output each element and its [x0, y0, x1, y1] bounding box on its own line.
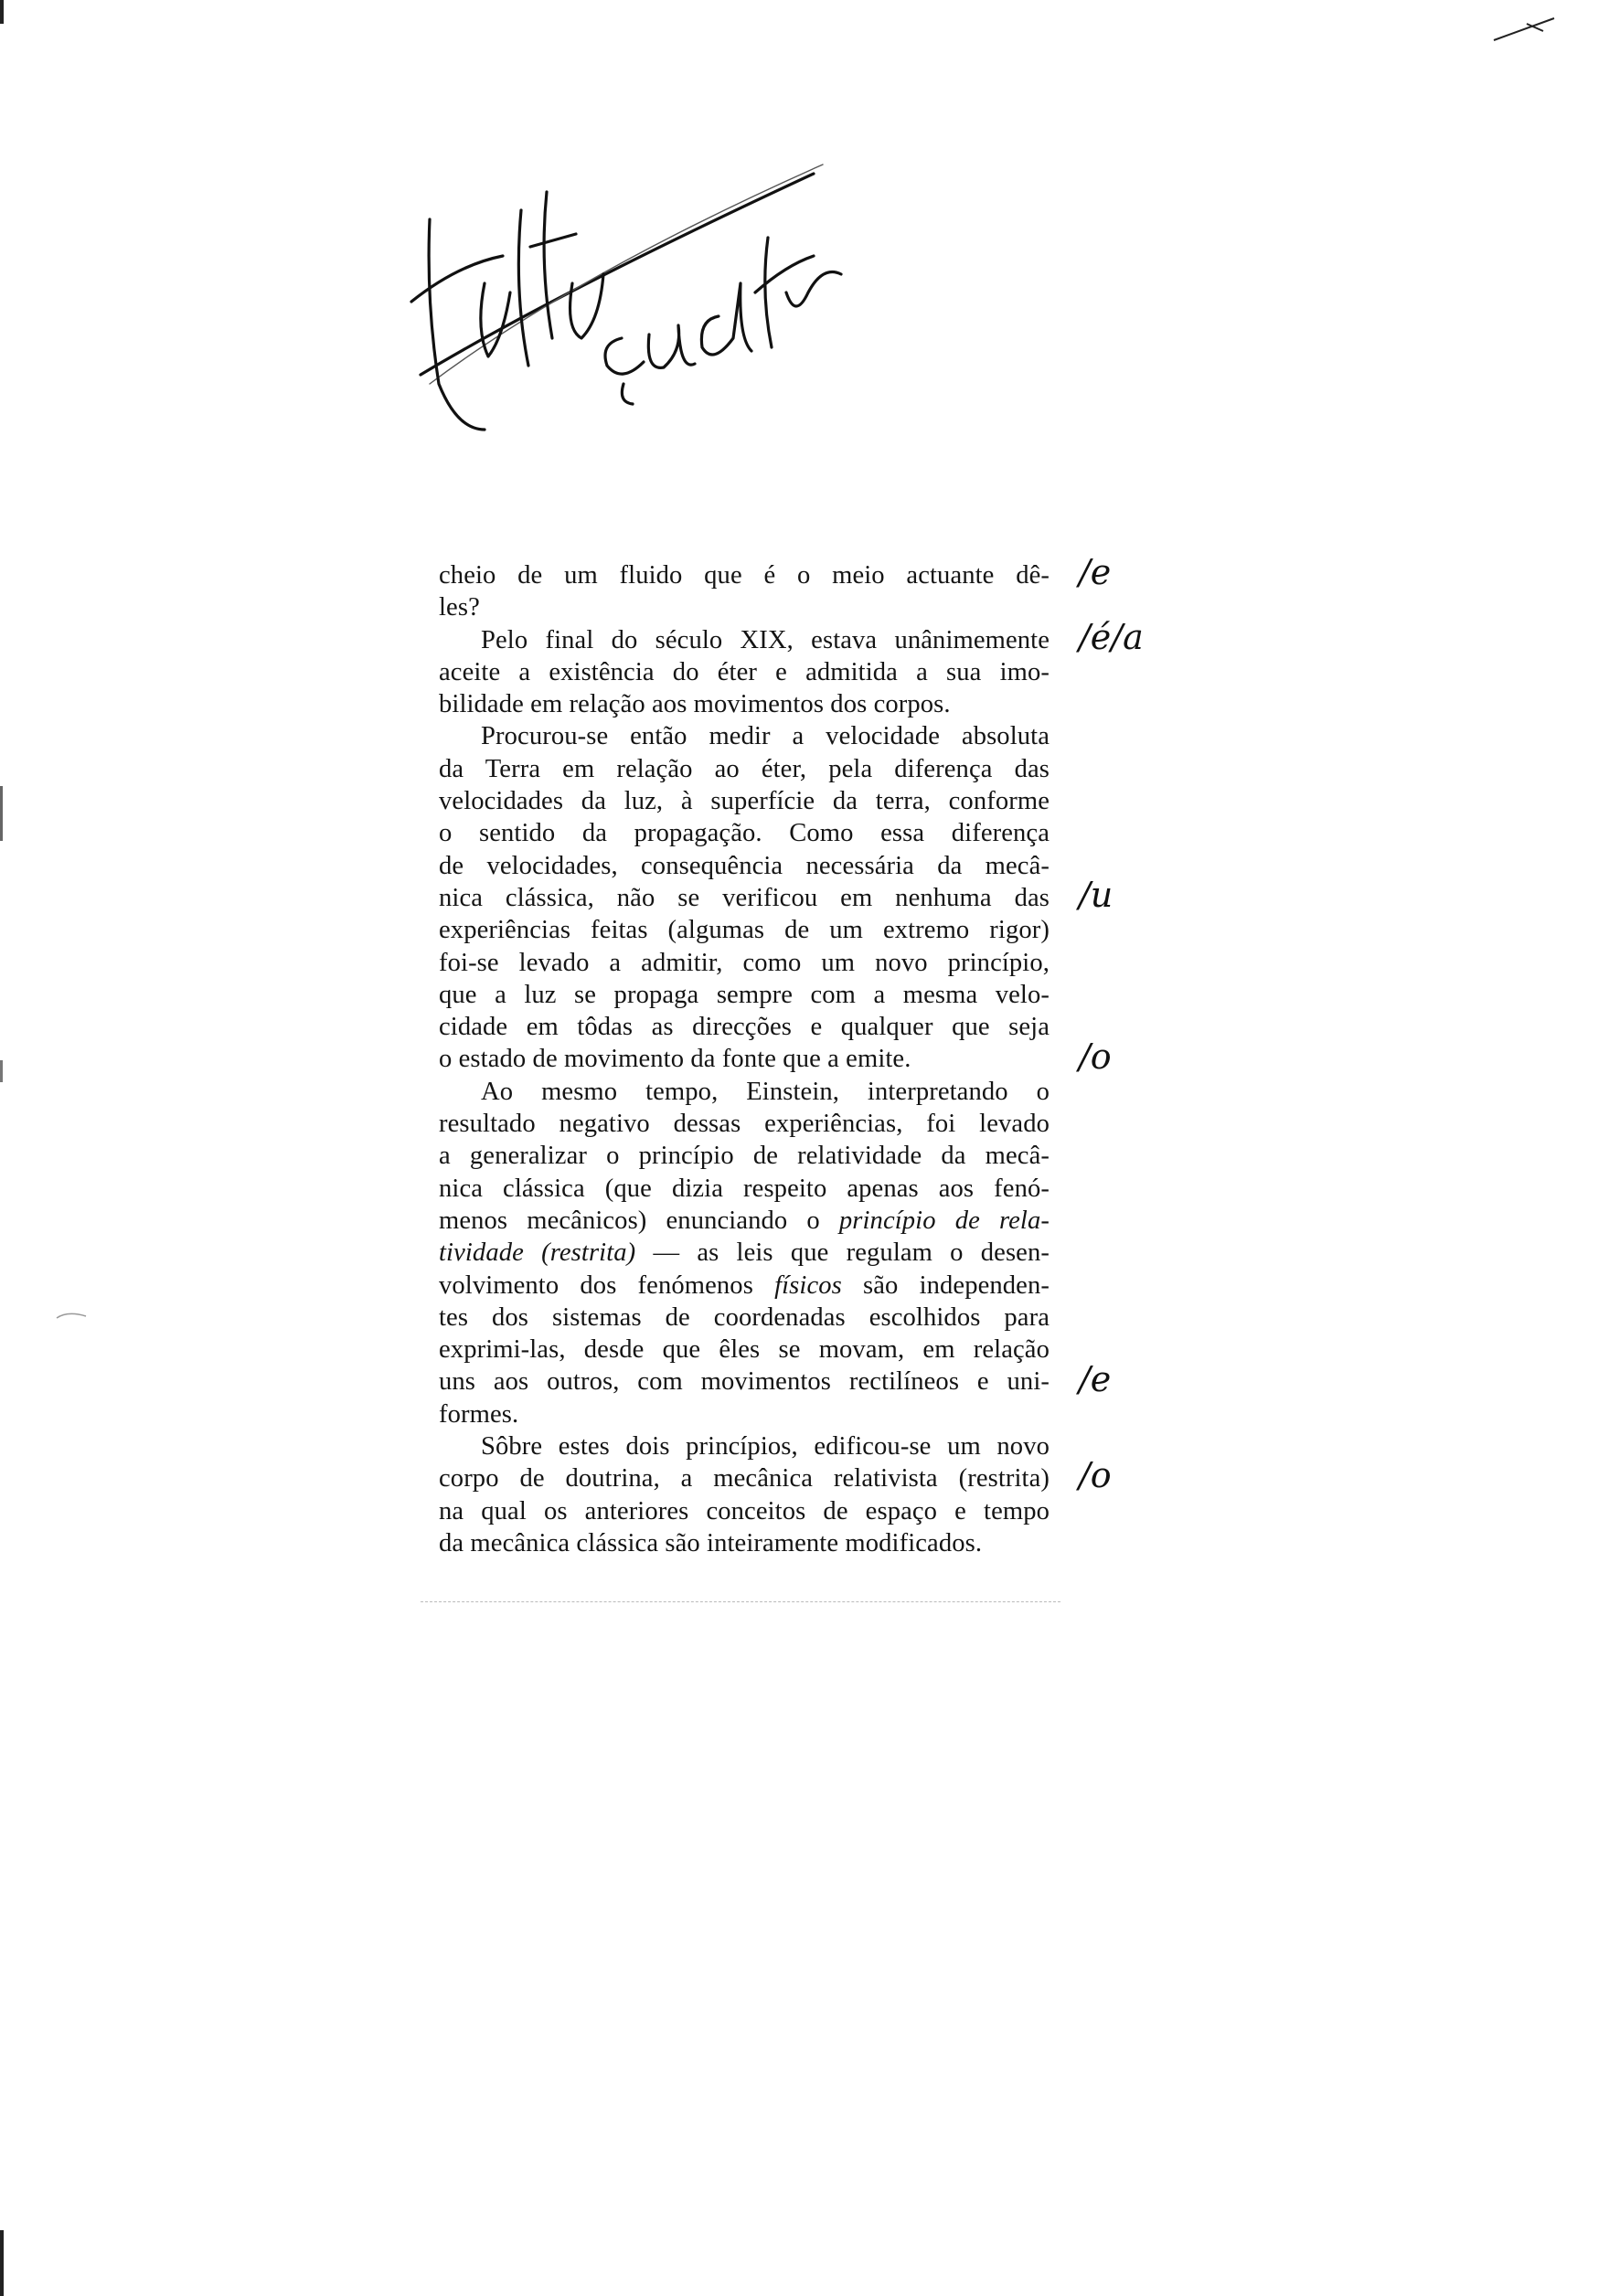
handwritten-note-scrawl — [393, 155, 868, 448]
paragraph — [439, 1430, 1050, 1559]
text-line: cidade em tôdas as direcções e qualquer que seja — [439, 1013, 1050, 1042]
page-bottom-rule — [421, 1601, 1060, 1602]
text-line: nica clássica (que dizia respeito apenas aos fenó- — [439, 1174, 1050, 1203]
text-line: Ao mesmo tempo, Einstein, interpretando o — [481, 1077, 1050, 1106]
text-line: o estado de movimento da fonte que a emite. — [439, 1045, 911, 1074]
text-line: cheio de um fluido que é o meio actuante dê- — [439, 561, 1050, 590]
margin-correction: /e — [1079, 552, 1112, 592]
italic-term: princípio de rela- — [838, 1206, 1050, 1235]
text-line: o sentido da propagação. Como essa diferença — [439, 819, 1050, 848]
text-line: Procurou-se então medir a velocidade absoluta — [481, 722, 1050, 751]
text-line: menos mecânicos) enunciando o princípio de rela- — [439, 1206, 1050, 1235]
paragraph — [439, 1076, 1050, 1430]
text-line: corpo de doutrina, a mecânica relativista (restrita) — [439, 1464, 1050, 1493]
text-line: les? — [439, 593, 480, 622]
margin-correction: /o — [1079, 1455, 1112, 1496]
text-line: resultado negativo dessas experiências, foi levado — [439, 1110, 1050, 1139]
text-line: aceite a existência do éter e admitida a sua imo- — [439, 657, 1050, 686]
text-line: da mecânica clássica são inteiramente modificados. — [439, 1528, 983, 1557]
text-line: tividade (restrita) — as leis que regulam o desen- — [439, 1238, 1050, 1268]
paragraph — [439, 720, 1050, 1075]
text-line: bilidade em relação aos movimentos dos corpos. — [439, 690, 951, 719]
text-line: Pelo final do século XIX, estava unânimemente — [481, 625, 1050, 654]
paragraph — [439, 559, 1050, 624]
text-line: a generalizar o princípio de relatividade da mecâ- — [439, 1142, 1050, 1171]
paragraph — [439, 624, 1050, 721]
scan-corner-mark — [1490, 13, 1563, 49]
text-line: de velocidades, consequência necessária da mecâ- — [439, 851, 1050, 880]
margin-correction: /e — [1079, 1358, 1112, 1399]
scan-speck — [55, 1307, 91, 1325]
text-line: tes dos sistemas de coordenadas escolhidos para — [439, 1302, 1050, 1332]
text-line: foi-se levado a admitir, como um novo princípio, — [439, 948, 1050, 977]
margin-correction: /u — [1079, 875, 1114, 915]
italic-term: físicos — [774, 1270, 842, 1300]
margin-correction: /é/a — [1079, 616, 1144, 657]
text-line: nica clássica, não se verificou em nenhuma das — [439, 883, 1050, 912]
text-line: na qual os anteriores conceitos de espaço e tempo — [439, 1496, 1050, 1525]
scan-edge-mark — [0, 2230, 4, 2296]
text-line: exprimi-las, desde que êles se movam, em relação — [439, 1335, 1050, 1365]
body-text — [439, 559, 1050, 1559]
text-line: que a luz se propaga sempre com a mesma velo- — [439, 980, 1050, 1009]
text-line: experiências feitas (algumas de um extremo rigor) — [439, 916, 1050, 945]
scan-edge-mark — [0, 1060, 3, 1082]
text-line: volvimento dos fenómenos físicos são independen- — [439, 1270, 1050, 1300]
text-line: uns aos outros, com movimentos rectilíneos e uni- — [439, 1367, 1050, 1397]
text-line: Sôbre estes dois princípios, edificou-se um novo — [481, 1432, 1050, 1462]
scan-edge-mark — [0, 786, 3, 841]
text-line: velocidades da luz, à superfície da terra, conforme — [439, 787, 1050, 816]
scan-edge-mark — [0, 0, 4, 24]
margin-correction: /o — [1079, 1036, 1112, 1077]
italic-term: tividade (restrita) — [439, 1238, 636, 1268]
text-line: da Terra em relação ao éter, pela diferença das — [439, 754, 1050, 783]
text-line: formes. — [439, 1399, 519, 1429]
